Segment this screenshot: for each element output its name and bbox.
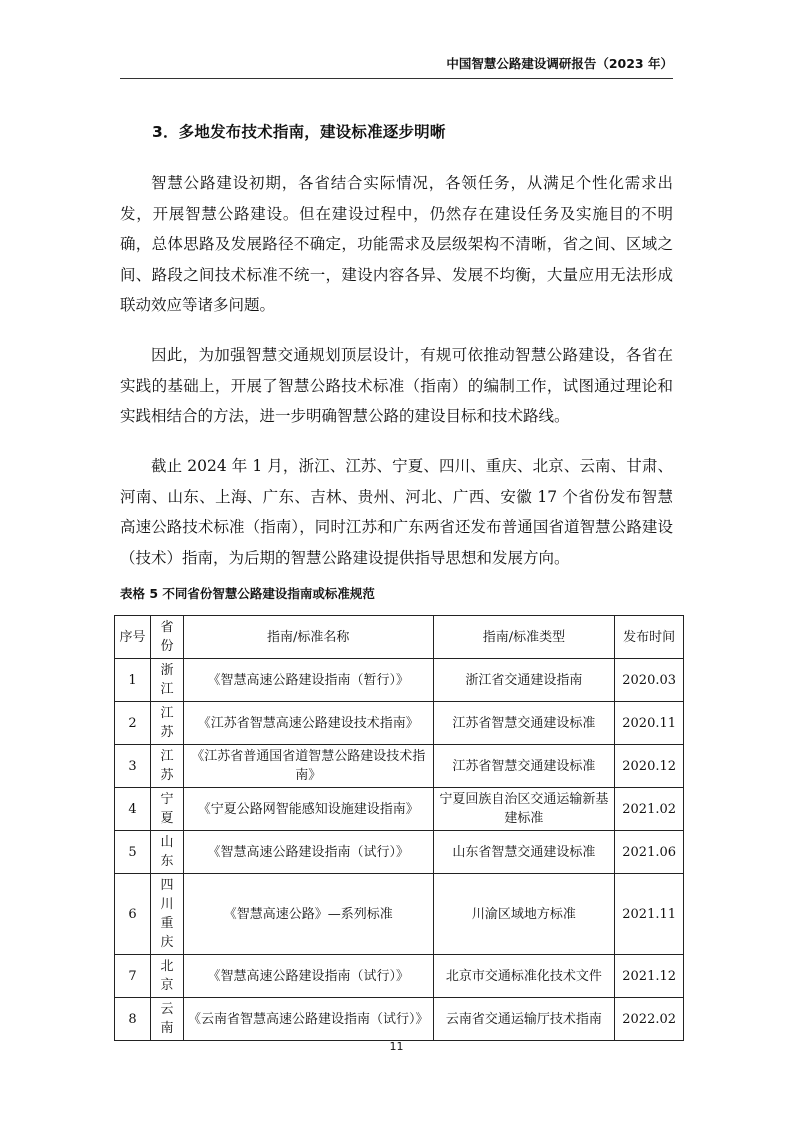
release-date-cell: 2020.11 (615, 702, 684, 745)
standard-type-cell: 川渝区域地方标准 (433, 874, 615, 955)
province-cell: 浙江 (151, 659, 184, 702)
header-cell: 指南/标准名称 (183, 616, 433, 659)
row-number-cell: 8 (115, 998, 151, 1041)
table-row (115, 702, 684, 745)
paragraph: 因此，为加强智慧交通规划顶层设计，有规可依推动智慧公路建设，各省在实践的基础上，开展了智慧公路技术标准（指南）的编制工作，试图通过理论和实践相结合的方法，进一步明确智慧公路的建设目标和技术路线。 (120, 346, 673, 425)
paragraph: 智慧公路建设初期，各省结合实际情况，各领任务，从满足个性化需求出发，开展智慧公路建设。但在建设过程中，仍然存在建设任务及实施目的不明确，总体思路及发展路径不确定，功能需求及层级架构不清晰，省之间、区域之间、路段之间技术标准不统一，建设内容各异、发展不均衡，大量应用无法形成联动效应等诸多问题。 (120, 174, 673, 314)
row-number-cell: 3 (115, 745, 151, 788)
table-row (115, 745, 684, 788)
province-cell: 山东 (151, 831, 184, 874)
standard-type-cell: 北京市交通标准化技术文件 (433, 955, 615, 998)
table-row (115, 831, 684, 874)
standard-name-cell: 《宁夏公路网智能感知设施建设指南》 (183, 788, 433, 831)
table-body (115, 659, 684, 1041)
header-cell: 省份 (151, 616, 184, 659)
standard-type-cell: 山东省智慧交通建设标准 (433, 831, 615, 874)
release-date-cell: 2021.02 (615, 788, 684, 831)
standard-type-cell: 宁夏回族自治区交通运输新基建标准 (433, 788, 615, 831)
table-row (115, 788, 684, 831)
section-title: 3．多地发布技术指南，建设标准逐步明晰 (152, 123, 446, 141)
release-date-cell: 2021.11 (615, 874, 684, 955)
report-title: 中国智慧公路建设调研报告（2023 年） (446, 56, 673, 71)
row-number-cell: 1 (115, 659, 151, 702)
standard-name-cell: 《智慧高速公路建设指南（试行）》 (183, 955, 433, 998)
standard-name-cell: 《江苏省智慧高速公路建设技术指南》 (183, 702, 433, 745)
row-number-cell: 6 (115, 874, 151, 955)
province-cell: 江苏 (151, 702, 184, 745)
standard-type-cell: 浙江省交通建设指南 (433, 659, 615, 702)
province-cell: 四川重庆 (151, 874, 184, 955)
province-cell: 宁夏 (151, 788, 184, 831)
standard-name-cell: 《江苏省普通国省道智慧公路建设技术指南》 (183, 745, 433, 788)
page-number: 11 (389, 1040, 404, 1053)
row-number-cell: 7 (115, 955, 151, 998)
table-header-row (115, 616, 684, 659)
table-row (115, 874, 684, 955)
page-header (120, 52, 673, 79)
row-number-cell: 4 (115, 788, 151, 831)
header-cell: 序号 (115, 616, 151, 659)
row-number-cell: 2 (115, 702, 151, 745)
header-cell: 指南/标准类型 (433, 616, 615, 659)
table-row (115, 955, 684, 998)
release-date-cell: 2020.03 (615, 659, 684, 702)
province-cell: 江苏 (151, 745, 184, 788)
standard-type-cell: 云南省交通运输厅技术指南 (433, 998, 615, 1041)
standard-name-cell: 《智慧高速公路》—系列标准 (183, 874, 433, 955)
release-date-cell: 2021.12 (615, 955, 684, 998)
standard-type-cell: 江苏省智慧交通建设标准 (433, 745, 615, 788)
standard-name-cell: 《智慧高速公路建设指南（试行）》 (183, 831, 433, 874)
province-cell: 北京 (151, 955, 184, 998)
standards-table (114, 615, 684, 1041)
row-number-cell: 5 (115, 831, 151, 874)
table-row (115, 998, 684, 1041)
province-cell: 云南 (151, 998, 184, 1041)
paragraph: 截止 2024 年 1 月，浙江、江苏、宁夏、四川、重庆、北京、云南、甘肃、河南、山东、上海、广东、吉林、贵州、河北、广西、安徽 17 个省份发布智慧高速公路技术标准（指南），同时江苏和广东两省还发布普通国省道智慧公路建设（技术）指南，为后期的智慧公路建设提供指导思想和发展方向。 (120, 457, 673, 567)
release-date-cell: 2022.02 (615, 998, 684, 1041)
standard-name-cell: 《智慧高速公路建设指南（暂行）》 (183, 659, 433, 702)
standard-type-cell: 江苏省智慧交通建设标准 (433, 702, 615, 745)
header-cell: 发布时间 (615, 616, 684, 659)
table-row (115, 659, 684, 702)
release-date-cell: 2021.06 (615, 831, 684, 874)
release-date-cell: 2020.12 (615, 745, 684, 788)
table-caption: 表格 5 不同省份智慧公路建设指南或标准规范 (120, 586, 375, 601)
standard-name-cell: 《云南省智慧高速公路建设指南（试行）》 (183, 998, 433, 1041)
